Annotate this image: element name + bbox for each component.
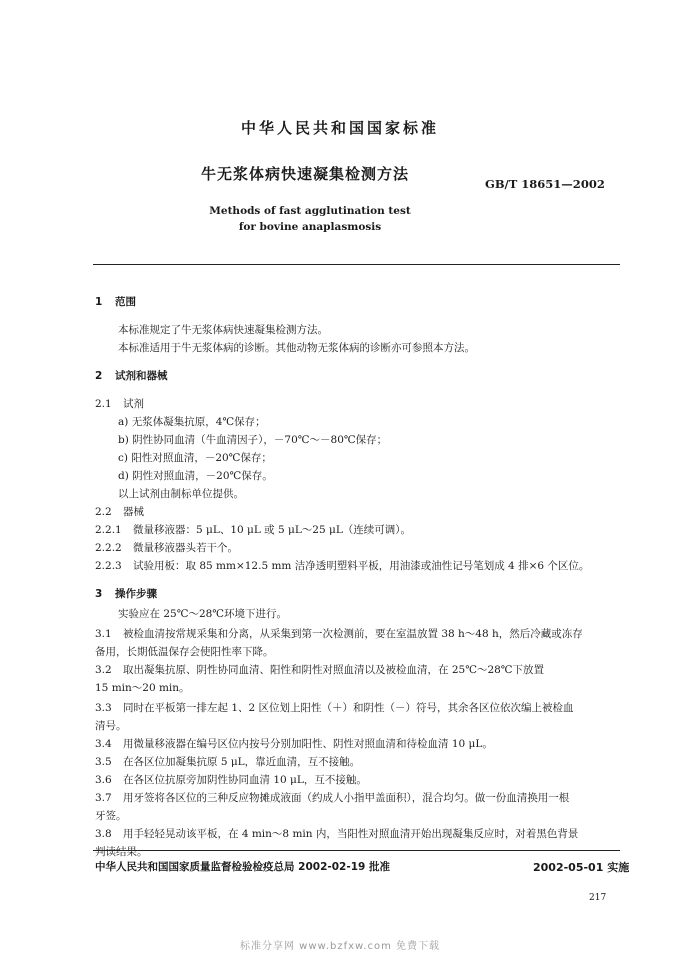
clause-number: 3.4 (95, 738, 112, 750)
english-title-line-1: Methods of fast agglutination test (209, 205, 411, 217)
clause-text: 试剂 (123, 398, 144, 410)
clause-text: 在各区位加凝集抗原 5 μL，靠近血清，互不接触。 (123, 756, 361, 768)
clause-text: c) 阳性对照血清，－20℃保存； (118, 452, 272, 464)
body-line (118, 446, 272, 465)
clause-number: 2 (95, 370, 103, 382)
body-line (95, 640, 274, 659)
body-line (118, 318, 328, 337)
body-line (95, 676, 190, 695)
clause (95, 822, 578, 841)
clause (95, 750, 360, 769)
watermark: 标准分享网 www.bzfxw.com 免费下载 (240, 941, 440, 952)
section-heading (95, 582, 157, 601)
clause-number: 2.2 (95, 506, 112, 518)
clause-text: 备用，长期低温保存会使阳性率下降。 (95, 646, 274, 658)
clause (95, 518, 411, 537)
clause-text: 用牙签将各区位的三种反应物摊成液面（约成人小指甲盖面积），混合均匀。做一份血清换用一根 (123, 792, 570, 804)
body-line (95, 804, 127, 823)
clause-text: 本标准适用于牛无浆体病的诊断。其他动物无浆体病的诊断亦可参照本方法。 (118, 342, 475, 354)
clause (95, 536, 238, 555)
clause (95, 500, 144, 519)
doc-code: GB/T 18651—2002 (485, 177, 605, 191)
footer-rule (93, 850, 620, 851)
clause-text: 范围 (115, 296, 136, 308)
clause (95, 732, 493, 751)
clause-number: 3.2 (95, 664, 112, 676)
clause-number: 2.2.1 (95, 524, 122, 536)
body-line (118, 428, 387, 447)
clause (95, 658, 544, 677)
clause-text: 同时在平板第一排左起 1、2 区位划上阳性（＋）和阴性（－）符号，其余各区位依次编上被检血 (123, 702, 574, 714)
body-line (118, 464, 273, 483)
clause-text: 用手轻轻晃动该平板，在 4 min～8 min 内，当阳性对照血清开始出现凝集反应时，对着黑色背景 (123, 828, 579, 840)
clause-text: 取出凝集抗原、阴性协同血清、阳性和阴性对照血清以及被检血清，在 25℃～28℃下放置 (123, 664, 545, 676)
clause-text: 清号。 (95, 720, 127, 732)
clause-text: 实验应在 25℃～28℃环境下进行。 (118, 608, 288, 620)
section-heading (95, 290, 136, 309)
clause (95, 696, 574, 715)
body-line (118, 482, 244, 501)
clause-number: 2.2.2 (95, 542, 122, 554)
clause-text: 试剂和器械 (115, 370, 168, 382)
clause-number: 3.8 (95, 828, 112, 840)
clause-text: d) 阴性对照血清，－20℃保存。 (118, 470, 273, 482)
clause-text: 以上试剂由制标单位提供。 (118, 488, 244, 500)
clause-number: 3.5 (95, 756, 112, 768)
clause-number: 3.6 (95, 774, 112, 786)
clause-number: 3.3 (95, 702, 112, 714)
clause (95, 392, 144, 411)
page-number: 217 (589, 893, 607, 903)
doc-title: 牛无浆体病快速凝集检测方法 (200, 165, 409, 183)
clause-text: b) 阴性协同血清（牛血清因子），－70℃～－80℃保存； (118, 434, 388, 446)
body-line (118, 410, 266, 429)
clause-number: 3.1 (95, 628, 112, 640)
clause-text: 微量移液器：5 μL、10 μL 或 5 μL～25 μL（连续可调）。 (133, 524, 412, 536)
clause (95, 622, 583, 641)
clause-text: 判读结果。 (95, 846, 148, 858)
standard-title: 中华人民共和国国家标准 (240, 119, 439, 137)
body-line (118, 336, 475, 355)
clause-number: 1 (95, 296, 103, 308)
approval-line: 中华人民共和国国家质量监督检验检疫总局 2002-02-19 批准 (95, 861, 390, 873)
clause (95, 554, 589, 573)
clause-text: 操作步骤 (115, 588, 157, 600)
clause-text: 用微量移液器在编号区位内按号分别加阳性、阴性对照血清和待检血清 10 μL。 (123, 738, 493, 750)
clause-text: 试验用板：取 85 mm×12.5 mm 洁净透明塑料平板，用油漆或油性记号笔划成 4 排×6 个区位。 (133, 560, 590, 572)
clause-text: 牙签。 (95, 810, 127, 822)
clause-text: 微量移液器头若干个。 (133, 542, 238, 554)
clause-text: 15 min～20 min。 (95, 682, 190, 694)
body-line (95, 714, 127, 733)
clause-text: 器械 (123, 506, 144, 518)
clause-number: 2.1 (95, 398, 112, 410)
clause-text: 在各区位抗原旁加阴性协同血清 10 μL，互不接触。 (123, 774, 367, 786)
clause-text: 被检血清按常规采集和分离，从采集到第一次检测前，要在室温放置 38 h～48 h，然后冷藏或冻存 (123, 628, 583, 640)
body-line (118, 602, 287, 621)
clause-number: 3.7 (95, 792, 112, 804)
clause (95, 768, 367, 787)
header-rule (93, 264, 620, 265)
clause-text: a) 无浆体凝集抗原，4℃保存； (118, 416, 266, 428)
english-title-line-2: for bovine anaplasmosis (238, 221, 382, 233)
clause (95, 786, 569, 805)
clause-text: 本标准规定了牛无浆体病快速凝集检测方法。 (118, 324, 328, 336)
section-heading (95, 364, 168, 383)
implementation-date: 2002-05-01 实施 (533, 861, 630, 874)
clause-number: 3 (95, 588, 103, 600)
clause-number: 2.2.3 (95, 560, 122, 572)
